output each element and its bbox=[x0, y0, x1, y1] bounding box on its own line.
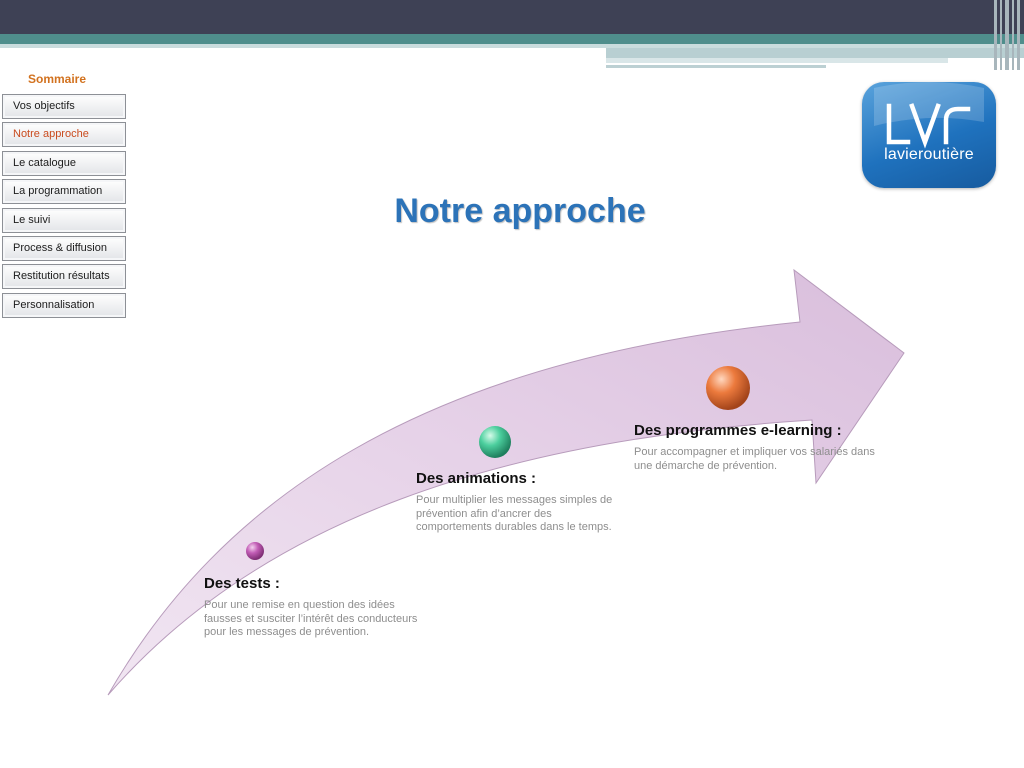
sidebar-item-process-diffusion[interactable]: Process & diffusion bbox=[2, 236, 126, 261]
step-2-description: Pour multiplier les messages simples de prévention afin d’ancrer des comportements durables dans le temps. bbox=[416, 494, 613, 533]
sidebar-item-le-suivi[interactable]: Le suivi bbox=[2, 208, 126, 233]
step-2-marker bbox=[479, 426, 511, 458]
step-1-title: Des tests : bbox=[204, 575, 280, 592]
sidebar-item-restitution-resultats[interactable]: Restitution résultats bbox=[2, 264, 126, 289]
step-1-description: Pour une remise en question des idées fausses et susciter l’intérêt des conducteurs pour les messages de prévention. bbox=[204, 599, 418, 638]
logo-subtitle: lavieroutière bbox=[884, 146, 974, 163]
step-3-marker bbox=[706, 366, 750, 410]
step-3-title: Des programmes e-learning : bbox=[634, 422, 842, 439]
sidebar-item-la-programmation[interactable]: La programmation bbox=[2, 179, 126, 204]
sidebar-title: Sommaire bbox=[28, 72, 87, 86]
step-1-marker bbox=[246, 542, 264, 560]
sidebar-item-le-catalogue[interactable]: Le catalogue bbox=[2, 151, 126, 176]
step-3-description: Pour accompagner et impliquer vos salariés dans une démarche de prévention. bbox=[634, 446, 875, 472]
sidebar-item-notre-approche[interactable]: Notre approche bbox=[2, 122, 126, 147]
page-title: Notre approche bbox=[394, 192, 646, 230]
sidebar-item-personnalisation[interactable]: Personnalisation bbox=[2, 293, 126, 318]
step-2-title: Des animations : bbox=[416, 470, 537, 487]
sidebar-item-vos-objectifs[interactable]: Vos objectifs bbox=[2, 94, 126, 119]
